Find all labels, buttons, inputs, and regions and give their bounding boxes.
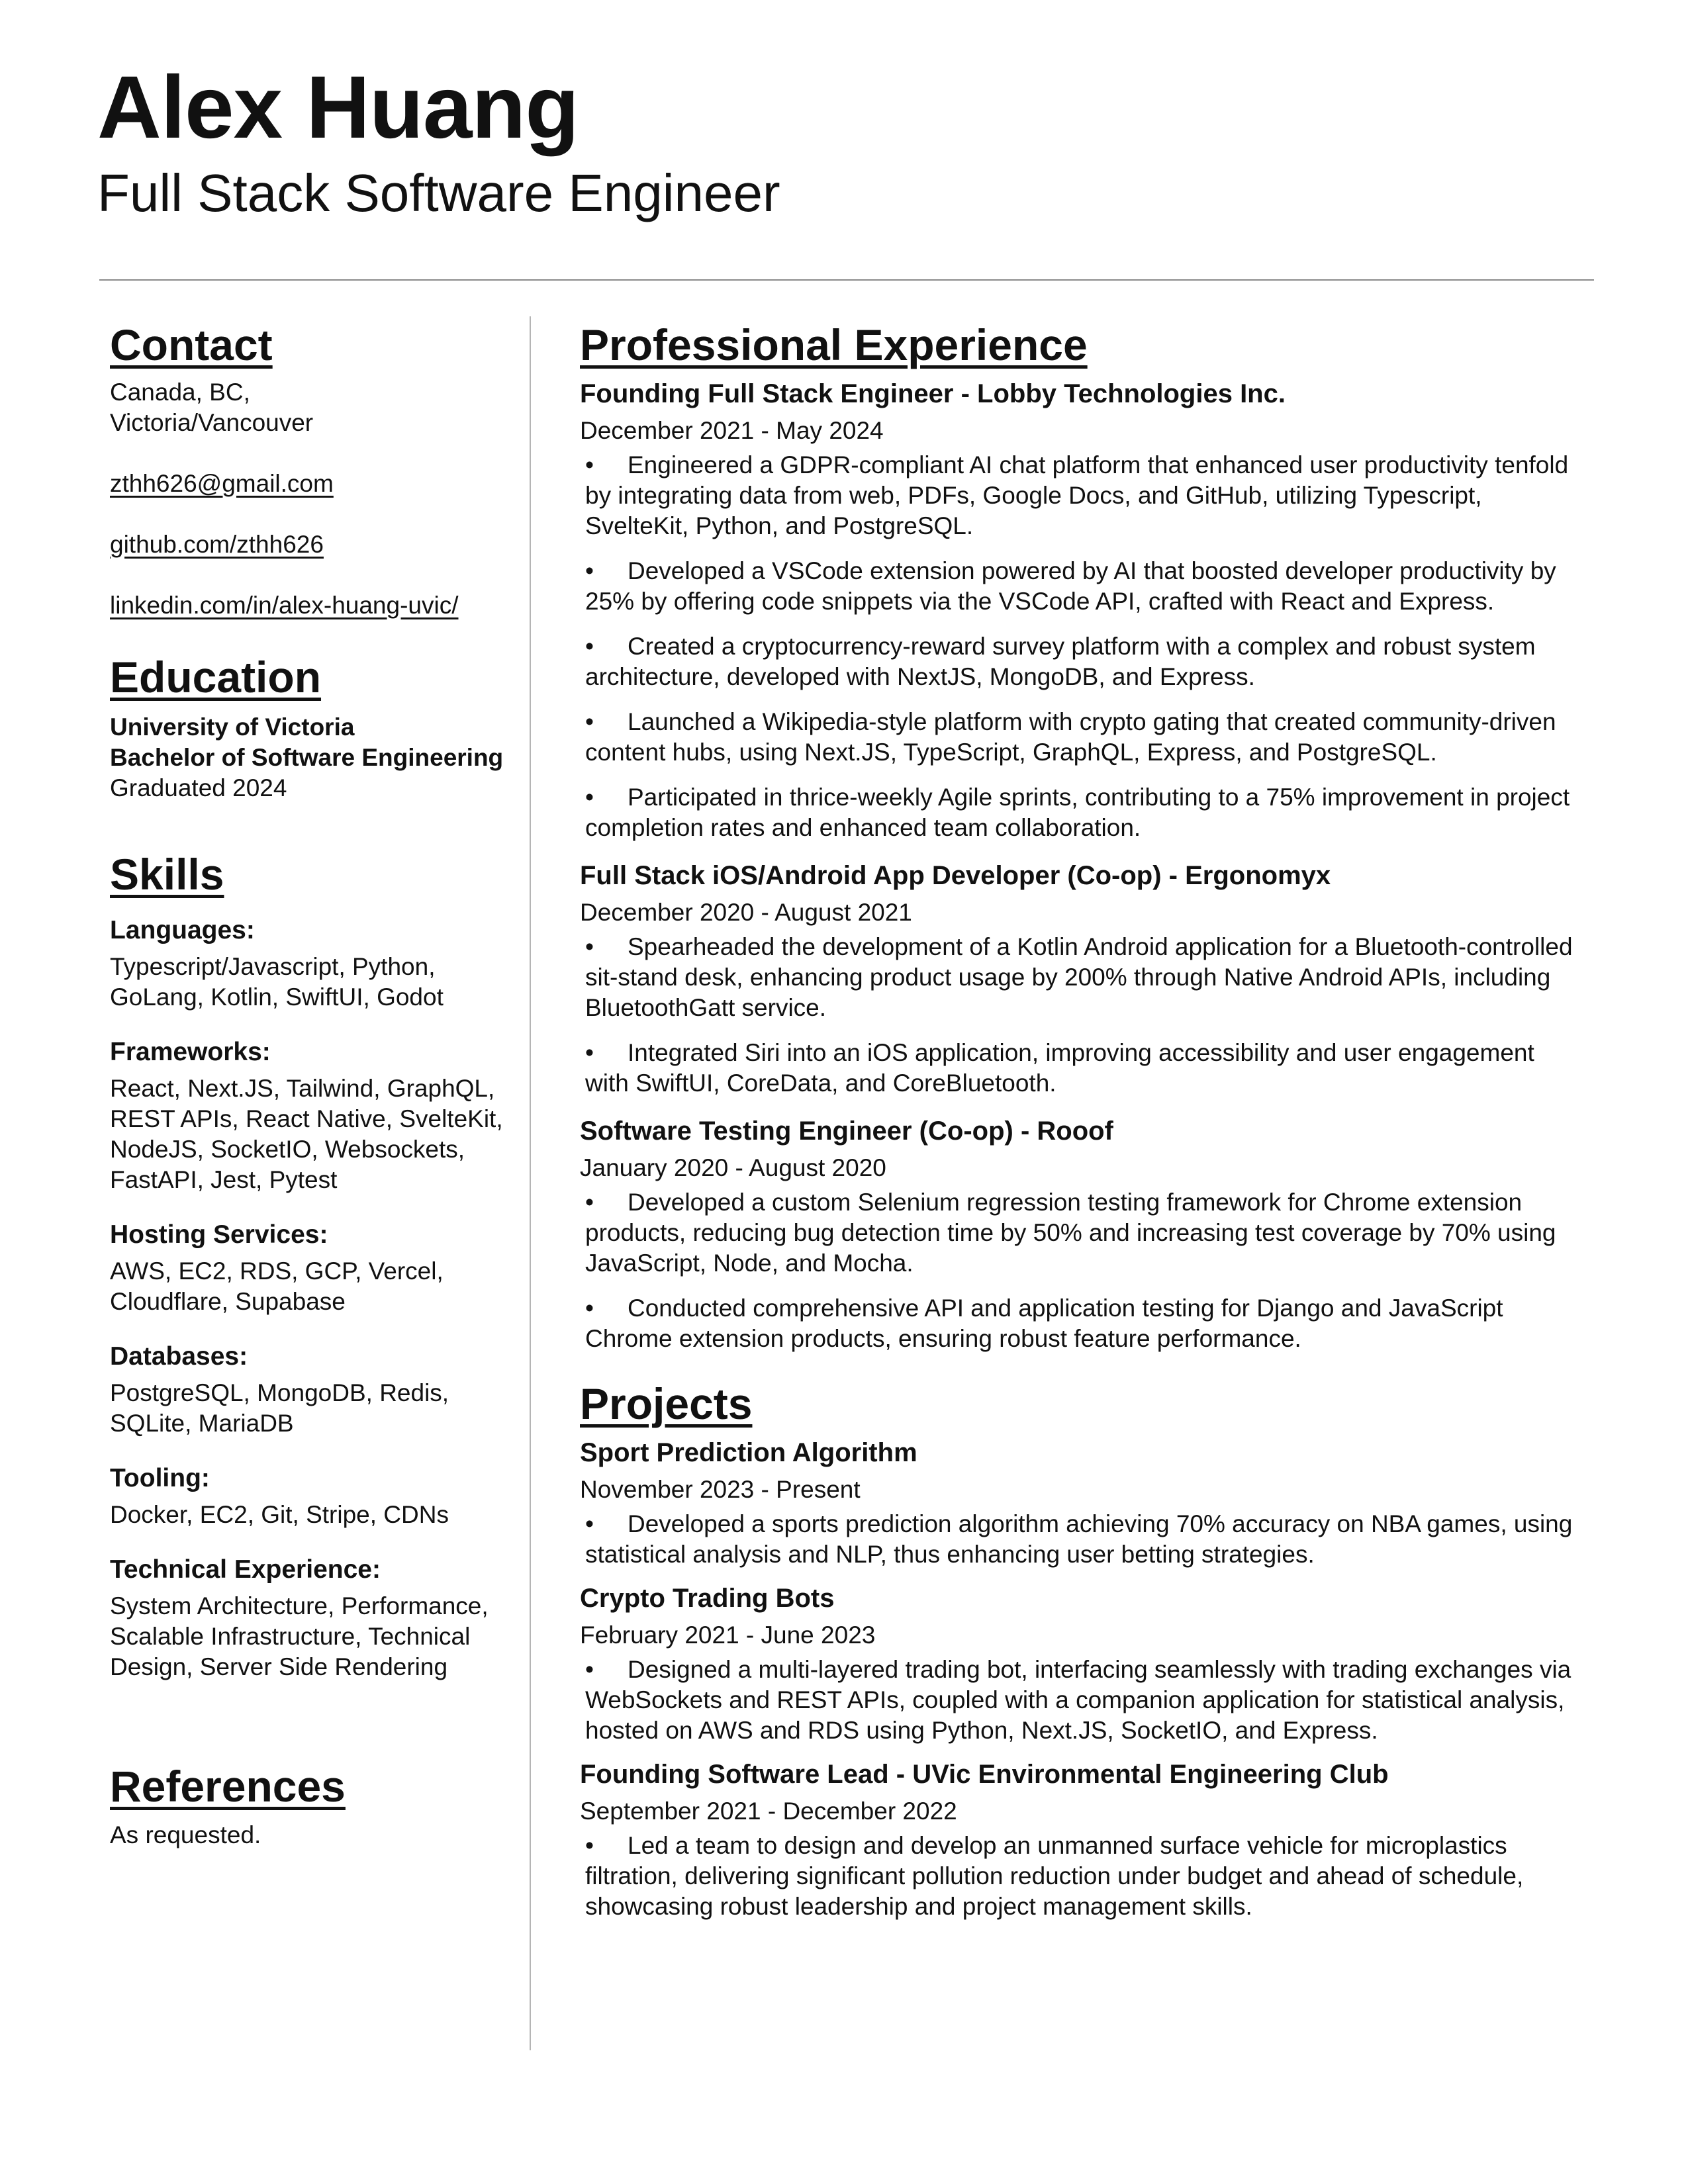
bullet-list xyxy=(580,1509,1579,1570)
skill-category xyxy=(110,1219,507,1317)
references-text: As requested. xyxy=(110,1821,261,1848)
bullet-item xyxy=(580,707,1579,768)
entry-title: Crypto Trading Bots xyxy=(580,1583,835,1613)
location-line-2: Victoria/Vancouver xyxy=(110,408,314,436)
bullet-dot-icon: • xyxy=(585,632,594,660)
right-column xyxy=(580,320,1579,1936)
bullet-dot-icon: • xyxy=(585,557,594,584)
education-school: University of Victoria xyxy=(110,713,355,741)
bullet-dot-icon: • xyxy=(585,451,594,478)
bullet-item xyxy=(580,1509,1579,1570)
bullet-dot-icon: • xyxy=(585,1294,594,1322)
jobs-list xyxy=(580,377,1579,1354)
entry-date: February 2021 - June 2023 xyxy=(580,1621,876,1649)
linkedin-link[interactable]: linkedin.com/in/alex-huang-uvic/ xyxy=(110,591,459,619)
skill-category-label: Frameworks: xyxy=(110,1037,271,1066)
bullet-text: Developed a VSCode extension powered by AI that boosted developer productivity by 25% by offering code snippets via the VSCode API, crafted with React and Express. xyxy=(585,557,1556,615)
skill-category xyxy=(110,1341,507,1439)
skills-section xyxy=(110,850,507,1682)
skill-category-value: React, Next.JS, Tailwind, GraphQL, REST APIs, React Native, SvelteKit, NodeJS, SocketIO, Websockets, FastAPI, Jest, Pytest xyxy=(110,1074,503,1193)
education-graduated: Graduated 2024 xyxy=(110,774,287,801)
bullet-list xyxy=(580,1831,1579,1922)
email-link[interactable]: zthh626@gmail.com xyxy=(110,469,334,497)
bullet-text: Spearheaded the development of a Kotlin Android application for a Bluetooth-controlled sit-stand desk, enhancing product usage by 200% through Native Android APIs, including BluetoothGatt service. xyxy=(585,933,1573,1021)
location-line-1: Canada, BC, xyxy=(110,378,250,406)
bullet-text: Designed a multi-layered trading bot, interfacing seamlessly with trading exchanges via WebSockets and REST APIs, coupled with a companion application for statistical analysis, hosted on AWS and RDS using Python, Next.JS, SocketIO, and Express. xyxy=(585,1655,1571,1744)
bullet-list xyxy=(580,1655,1579,1746)
entry-title: Founding Software Lead - UVic Environmental Engineering Club xyxy=(580,1759,1389,1789)
entry-title: Sport Prediction Algorithm xyxy=(580,1437,917,1467)
entry-date: December 2021 - May 2024 xyxy=(580,416,884,444)
projects-list xyxy=(580,1436,1579,1922)
bullet-item xyxy=(580,932,1579,1023)
bullet-list xyxy=(580,1187,1579,1354)
skill-category-value: Docker, EC2, Git, Stripe, CDNs xyxy=(110,1500,449,1528)
bullet-dot-icon: • xyxy=(585,783,594,811)
bullet-list xyxy=(580,932,1579,1099)
skill-category-value: PostgreSQL, MongoDB, Redis, SQLite, MariaDB xyxy=(110,1379,449,1437)
entry-date: January 2020 - August 2020 xyxy=(580,1154,886,1181)
experience-title: Professional Experience xyxy=(580,320,1088,369)
entry-title: Software Testing Engineer (Co-op) - Rooof xyxy=(580,1116,1113,1146)
bullet-dot-icon: • xyxy=(585,933,594,960)
projects-section xyxy=(580,1379,1579,1922)
skill-category xyxy=(110,1036,507,1195)
skill-category-label: Databases: xyxy=(110,1342,248,1371)
skill-category xyxy=(110,1554,507,1682)
education-section xyxy=(110,653,507,803)
entry xyxy=(580,1758,1579,1922)
bullet-item xyxy=(580,556,1579,617)
bullet-list xyxy=(580,450,1579,843)
bullet-item xyxy=(580,450,1579,541)
contact-title: Contact xyxy=(110,320,273,369)
bullet-dot-icon: • xyxy=(585,1655,594,1683)
contact-section xyxy=(110,320,507,621)
bullet-text: Developed a custom Selenium regression testing framework for Chrome extension products, reducing bug detection time by 50% and increasing test coverage by 70% using JavaScript, Node, and Mocha. xyxy=(585,1188,1556,1277)
column-divider xyxy=(530,316,531,2050)
bullet-item xyxy=(580,1038,1579,1099)
header-divider xyxy=(99,279,1594,281)
resume-header xyxy=(97,58,1593,222)
bullet-dot-icon: • xyxy=(585,1188,594,1216)
education-title: Education xyxy=(110,652,322,702)
entry xyxy=(580,1582,1579,1746)
bullet-dot-icon: • xyxy=(585,1831,594,1859)
bullet-dot-icon: • xyxy=(585,1038,594,1066)
bullet-text: Led a team to design and develop an unmanned surface vehicle for microplastics filtration, delivering significant pollution reduction under budget and ahead of schedule, showcasing robust leadership and project management skills. xyxy=(585,1831,1524,1920)
candidate-name: Alex Huang xyxy=(97,58,579,157)
entry-title: Founding Full Stack Engineer - Lobby Technologies Inc. xyxy=(580,379,1286,408)
skill-category-value: AWS, EC2, RDS, GCP, Vercel, Cloudflare, Supabase xyxy=(110,1257,444,1315)
bullet-item xyxy=(580,1293,1579,1354)
references-section xyxy=(110,1762,507,1850)
bullet-text: Integrated Siri into an iOS application, improving accessibility and user engagement with SwiftUI, CoreData, and CoreBluetooth. xyxy=(585,1038,1534,1097)
skill-category-value: System Architecture, Performance, Scalable Infrastructure, Technical Design, Server Side Rendering xyxy=(110,1592,489,1680)
skill-category-label: Tooling: xyxy=(110,1463,210,1492)
references-title: References xyxy=(110,1761,346,1811)
bullet-item xyxy=(580,631,1579,692)
left-column xyxy=(110,320,507,1850)
education-degree: Bachelor of Software Engineering xyxy=(110,743,504,771)
entry xyxy=(580,377,1579,843)
entry xyxy=(580,859,1579,1099)
entry-date: December 2020 - August 2021 xyxy=(580,898,912,926)
bullet-text: Participated in thrice-weekly Agile sprints, contributing to a 75% improvement in project completion rates and enhanced team collaboration. xyxy=(585,783,1570,841)
experience-section xyxy=(580,320,1579,1354)
skill-category-value: Typescript/Javascript, Python, GoLang, Kotlin, SwiftUI, Godot xyxy=(110,952,444,1011)
skill-category-label: Hosting Services: xyxy=(110,1220,328,1249)
skill-category xyxy=(110,1463,507,1530)
bullet-text: Created a cryptocurrency-reward survey platform with a complex and robust system architecture, developed with NextJS, MongoDB, and Express. xyxy=(585,632,1536,690)
entry-date: September 2021 - December 2022 xyxy=(580,1797,957,1825)
bullet-dot-icon: • xyxy=(585,707,594,735)
github-link[interactable]: github.com/zthh626 xyxy=(110,530,324,558)
skill-category-label: Languages: xyxy=(110,915,255,944)
bullet-item xyxy=(580,782,1579,843)
bullet-item xyxy=(580,1655,1579,1746)
skills-title: Skills xyxy=(110,849,224,899)
skill-category-label: Technical Experience: xyxy=(110,1555,381,1584)
bullet-item xyxy=(580,1187,1579,1279)
bullet-dot-icon: • xyxy=(585,1510,594,1537)
entry xyxy=(580,1115,1579,1354)
skill-category xyxy=(110,915,507,1013)
entry-date: November 2023 - Present xyxy=(580,1475,861,1503)
candidate-role: Full Stack Software Engineer xyxy=(97,163,780,222)
bullet-item xyxy=(580,1831,1579,1922)
bullet-text: Launched a Wikipedia-style platform with crypto gating that created community-driven content hubs, using Next.JS, TypeScript, GraphQL, Express, and PostgreSQL. xyxy=(585,707,1556,766)
entry xyxy=(580,1436,1579,1570)
entry-title: Full Stack iOS/Android App Developer (Co-op) - Ergonomyx xyxy=(580,860,1331,890)
projects-title: Projects xyxy=(580,1379,753,1428)
bullet-text: Developed a sports prediction algorithm achieving 70% accuracy on NBA games, using statistical analysis and NLP, thus enhancing user betting strategies. xyxy=(585,1510,1573,1568)
skills-list xyxy=(110,915,507,1682)
bullet-text: Engineered a GDPR-compliant AI chat platform that enhanced user productivity tenfold by integrating data from web, PDFs, Google Docs, and GitHub, utilizing Typescript, SvelteKit, Python, and PostgreSQL. xyxy=(585,451,1569,539)
bullet-text: Conducted comprehensive API and application testing for Django and JavaScript Chrome extension products, ensuring robust feature performance. xyxy=(585,1294,1503,1352)
